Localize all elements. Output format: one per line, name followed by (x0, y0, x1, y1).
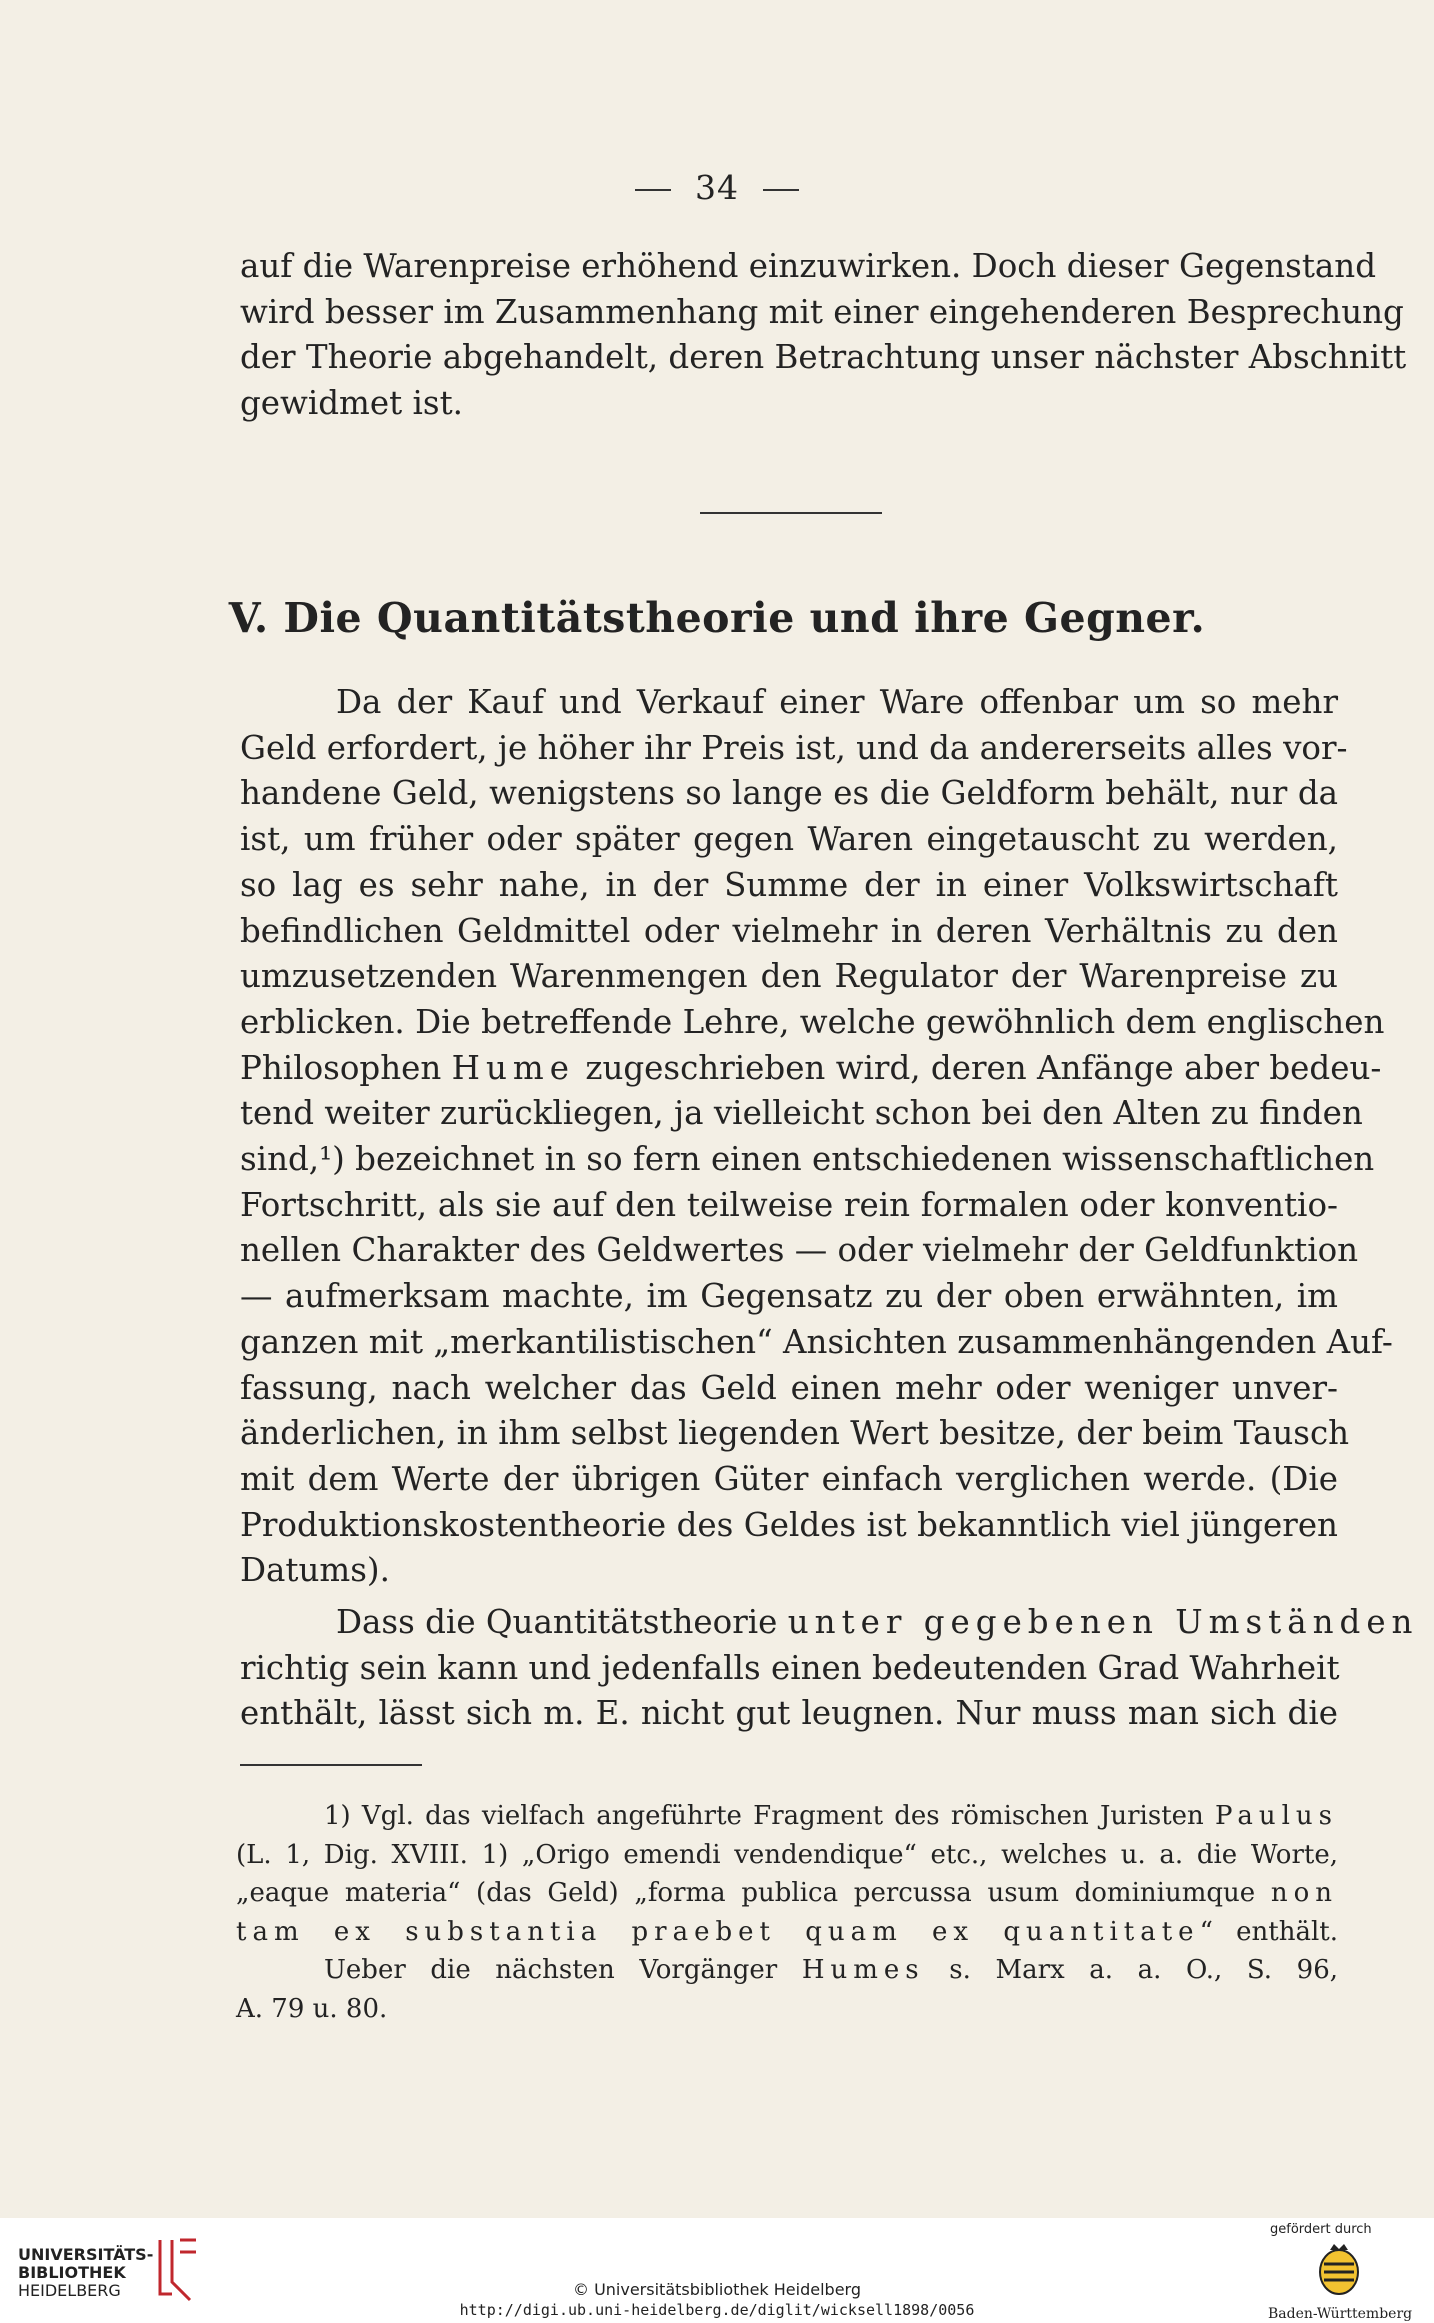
text-fragment: “ enthält. (1199, 1916, 1338, 1947)
section-divider (700, 512, 882, 514)
text-line: nellen Charakter des Geldwertes — oder vielmehr der Geldfunktion (240, 1231, 1359, 1270)
text-line: wird besser im Zusammenhang mit einer eingehenderen Besprechung (240, 292, 1404, 331)
page-number-line (0, 168, 1434, 207)
text-fragment: zugeschrieben wird, deren Anfänge aber bedeu- (585, 1048, 1382, 1087)
text-line: erblicken. Die betreffende Lehre, welche gewöhnlich dem englischen (240, 1002, 1385, 1041)
text-line: enthält, lässt sich m. E. nicht gut leugnen. Nur muss man sich die (240, 1694, 1338, 1733)
text-line: sind,¹) bezeichnet in so fern einen entschiedenen wissenschaftlichen (240, 1140, 1375, 1179)
text-fragment: Ueber die nächsten Vorgänger (324, 1955, 778, 1986)
name-hume: Hume (451, 1048, 575, 1087)
footnote-line (236, 1951, 1338, 1990)
copyright-text: © Universitätsbibliothek Heidelberg (572, 2280, 861, 2299)
footer-bar (0, 2218, 1434, 2323)
copyright-block (0, 2280, 1434, 2320)
library-line: HEIDELBERG (18, 2281, 121, 2300)
text-line: Da der Kauf und Verkauf einer Ware offenbar um so mehr (336, 683, 1338, 721)
text-line: fassung, nach welcher das Geld einen mehr oder weniger unver- (240, 1368, 1338, 1407)
footnote-line (236, 1913, 1338, 1952)
text-line: Produktionskostentheorie des Geldes ist bekanntlich viel jüngeren (240, 1505, 1338, 1544)
paragraph-intro (240, 244, 1407, 427)
footnote-line (236, 1797, 1338, 1836)
text-fragment: s. Marx a. a. O., S. 96, (949, 1955, 1339, 1986)
text-line (240, 1600, 1419, 1646)
permalink[interactable]: http://digi.ub.uni-heidelberg.de/diglit/wicksell1898/0056 (459, 2301, 975, 2319)
text-fragment: „eaque materia“ (das Geld) „forma publica percussa usum dominiumque (236, 1878, 1256, 1909)
footnote (236, 1797, 1338, 2029)
sponsor-label: gefördert durch (1270, 2222, 1372, 2237)
dash-right (763, 189, 799, 191)
library-line: BIBLIOTHEK (18, 2263, 126, 2282)
text-line: der Theorie abgehandelt, deren Betrachtung unser nächster Abschnitt (240, 338, 1407, 377)
text-fragment: Dass die Quantitätstheorie (336, 1603, 778, 1641)
dash-left (635, 189, 671, 191)
footnote-line (236, 1874, 1338, 1913)
text-line: befindlichen Geldmittel oder vielmehr in deren Verhältnis zu den (240, 911, 1338, 950)
footnote-line: (L. 1, Dig. XVIII. 1) „Origo emendi vendendique“ etc., welches u. a. die Worte, (236, 1839, 1338, 1870)
text-line: auf die Warenpreise erhöhend einzuwirken. Doch dieser Gegenstand (240, 247, 1376, 285)
text-line: ist, um früher oder später gegen Waren eingetauscht zu werden, (240, 820, 1338, 859)
name-paulus: Paulus (1215, 1801, 1339, 1831)
paragraph-assessment (240, 1600, 1419, 1737)
text-line: änderlichen, in ihm selbst liegenden Wert besitze, der beim Tausch (240, 1414, 1350, 1453)
emphasis-spaced: unter gegebenen Umständen (787, 1603, 1419, 1641)
text-line: gewidmet ist. (240, 384, 463, 423)
footnote-divider (240, 1764, 422, 1766)
text-line: Geld erfordert, je höher ihr Preis ist, und da andererseits alles vor- (240, 728, 1348, 767)
paragraph-quantity-theory (240, 680, 1393, 1594)
text-line: richtig sein kann und jedenfalls einen bedeutenden Grad Wahrheit (240, 1648, 1340, 1687)
text-fragment: 1) Vgl. das vielfach angeführte Fragment des römischen Juristen (324, 1801, 1204, 1831)
text-line: so lag es sehr nahe, in der Summe der in einer Volkswirtschaft (240, 865, 1338, 904)
text-line: mit dem Werte der übrigen Güter einfach verglichen werde. (Die (240, 1459, 1338, 1498)
text-line: Fortschritt, als sie auf den teilweise rein formalen oder konventio- (240, 1185, 1338, 1224)
text-line: handene Geld, wenigstens so lange es die Geldform behält, nur da (240, 774, 1338, 813)
text-line: tend weiter zurückliegen, ja vielleicht schon bei den Alten zu finden (240, 1094, 1363, 1133)
footnote-line: A. 79 u. 80. (236, 1993, 388, 2024)
text-fragment: Philosophen (240, 1048, 442, 1087)
latin-spaced: non (1270, 1878, 1338, 1909)
state-crest-icon (1316, 2244, 1362, 2298)
text-line: ganzen mit „merkantilistischen“ Ansichten zusammenhängenden Auf- (240, 1322, 1393, 1361)
latin-spaced: tam ex substantia praebet quam ex quantitate (236, 1916, 1200, 1947)
name-humes: Humes (801, 1955, 925, 1986)
library-line: UNIVERSITÄTS- (18, 2245, 154, 2264)
page-number: 34 (695, 168, 739, 207)
text-line: Datums). (240, 1551, 390, 1590)
section-heading: V. Die Quantitätstheorie und ihre Gegner. (228, 594, 1206, 642)
text-line (240, 1046, 1382, 1092)
text-line: umzusetzenden Warenmengen den Regulator der Warenpreise zu (240, 957, 1338, 996)
text-line: — aufmerksam machte, im Gegensatz zu der oben erwähnten, im (240, 1277, 1338, 1316)
sponsor-name: Baden-Württemberg (1268, 2306, 1413, 2322)
